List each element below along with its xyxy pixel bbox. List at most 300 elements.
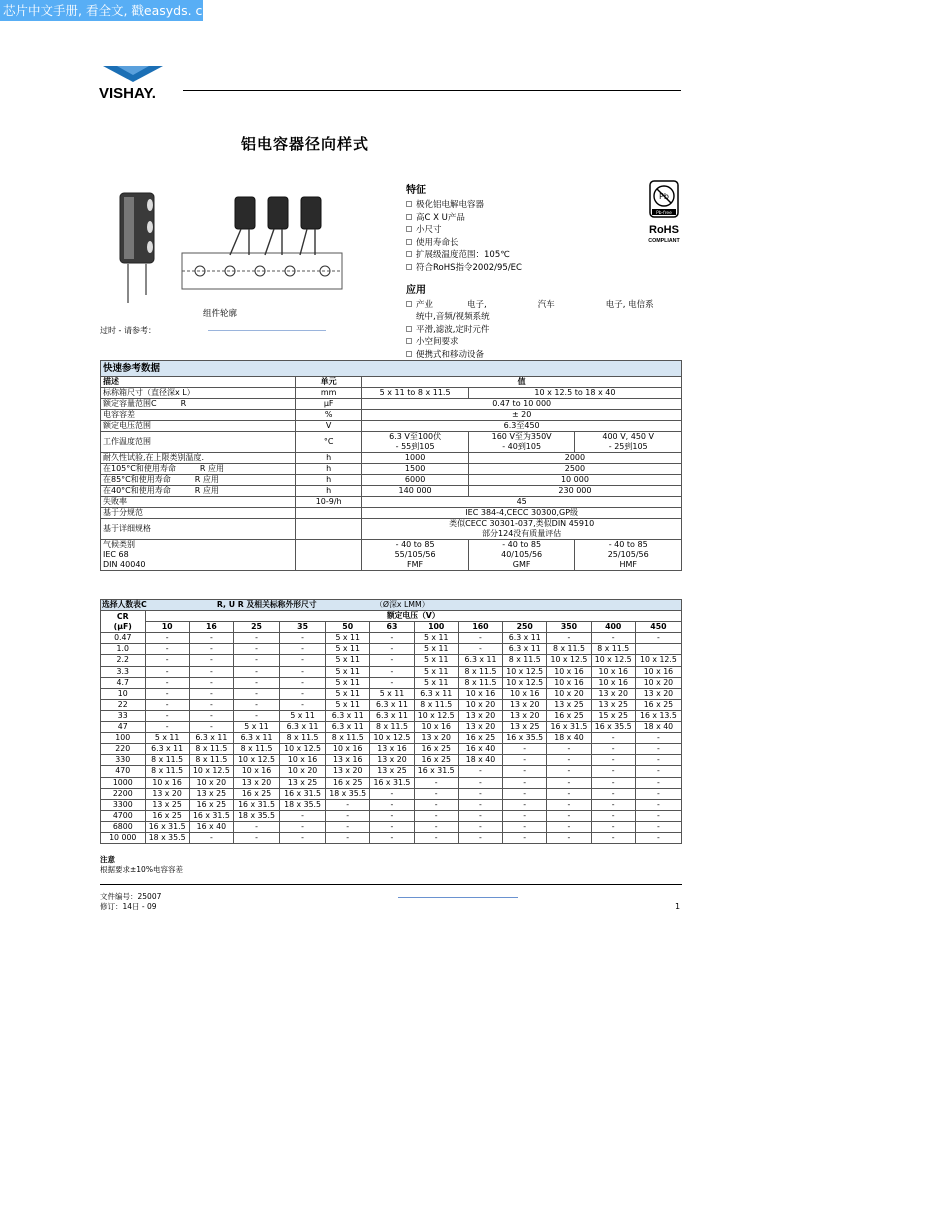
size-cell: - xyxy=(458,821,502,832)
size-cell: - xyxy=(458,777,502,788)
size-cell: - xyxy=(635,777,681,788)
description-cell: 电容容差 xyxy=(101,410,296,421)
size-cell: - xyxy=(458,799,502,810)
size-cell: - xyxy=(547,810,591,821)
list-item: 小尺寸 xyxy=(406,224,646,237)
size-cell: - xyxy=(326,821,370,832)
size-cell: - xyxy=(145,633,189,644)
voltage-column-header: 10 xyxy=(145,622,189,633)
size-cell: - xyxy=(145,644,189,655)
voltage-column-header: 35 xyxy=(280,622,326,633)
size-cell: - xyxy=(414,810,458,821)
size-cell: 18 x 40 xyxy=(635,722,681,733)
size-cell: - xyxy=(635,766,681,777)
list-item: 便携式和移动设备 xyxy=(406,349,656,362)
size-cell: 16 x 31.5 xyxy=(189,810,233,821)
size-cell: 16 x 25 xyxy=(458,733,502,744)
size-cell: - xyxy=(370,677,414,688)
value-cell: 类似CECC 30301-037,类似DIN 45910 部分124没有质量评估 xyxy=(362,519,682,540)
size-cell: - xyxy=(458,810,502,821)
size-cell: - xyxy=(458,766,502,777)
size-cell: - xyxy=(591,777,635,788)
rohs-badge xyxy=(646,180,682,246)
unit-cell: % xyxy=(296,410,362,421)
size-cell: 10 x 12.5 xyxy=(591,655,635,666)
notes-text: 根据要求±10%电容容差 xyxy=(100,865,183,874)
value-cell: 6.3 V至100伏 - 55到105 xyxy=(362,432,469,453)
size-cell: 16 x 40 xyxy=(458,744,502,755)
notes xyxy=(100,855,183,875)
size-cell: - xyxy=(503,788,547,799)
table-row xyxy=(101,821,682,832)
size-cell: - xyxy=(280,832,326,843)
size-cell: - xyxy=(280,633,326,644)
header-rule xyxy=(183,90,681,91)
capacitance-cell: 10 000 xyxy=(101,832,146,843)
size-cell: - xyxy=(458,633,502,644)
voltage-column-header: 16 xyxy=(189,622,233,633)
size-cell: 10 x 16 xyxy=(547,677,591,688)
table-title xyxy=(101,600,682,611)
footer-info xyxy=(100,892,161,912)
value-cell: - 40 to 85 25/105/56 HMF xyxy=(575,540,682,571)
capacitance-cell: 47 xyxy=(101,722,146,733)
size-cell: - xyxy=(370,666,414,677)
size-cell: - xyxy=(591,832,635,843)
size-cell: - xyxy=(591,633,635,644)
capacitance-header: CR (μF) xyxy=(101,611,146,633)
size-cell: 16 x 25 xyxy=(326,777,370,788)
table-row xyxy=(101,486,682,497)
size-cell: 5 x 11 xyxy=(414,666,458,677)
size-cell: 10 x 16 xyxy=(326,744,370,755)
table-row xyxy=(101,677,682,688)
size-cell: - xyxy=(547,766,591,777)
table-row xyxy=(101,766,682,777)
table-row xyxy=(101,475,682,486)
description-cell: 耐久性试验,在上限类别温度. xyxy=(101,453,296,464)
size-cell: 8 x 11.5 xyxy=(234,744,280,755)
selection-table xyxy=(100,599,682,844)
size-cell: 16 x 31.5 xyxy=(280,788,326,799)
size-cell: - xyxy=(458,644,502,655)
reference-link[interactable] xyxy=(208,330,326,331)
table-row xyxy=(101,410,682,421)
value-cell: 230 000 xyxy=(468,486,681,497)
document-number: 文件编号：25007 xyxy=(100,892,162,901)
capacitance-cell: 470 xyxy=(101,766,146,777)
size-cell: 8 x 11.5 xyxy=(547,644,591,655)
size-cell: - xyxy=(189,644,233,655)
size-cell: - xyxy=(326,832,370,843)
size-cell: - xyxy=(145,677,189,688)
size-cell: 6.3 x 11 xyxy=(280,722,326,733)
size-cell: 15 x 25 xyxy=(591,710,635,721)
voltage-header: 额定电压（V） xyxy=(145,611,682,622)
size-cell: 8 x 11.5 xyxy=(458,677,502,688)
capacitance-cell: 22 xyxy=(101,699,146,710)
size-cell: - xyxy=(234,655,280,666)
size-cell: 5 x 11 xyxy=(326,633,370,644)
size-cell: - xyxy=(234,832,280,843)
notes-heading: 注意 xyxy=(100,855,115,864)
size-cell: 13 x 20 xyxy=(458,722,502,733)
size-cell: 8 x 11.5 xyxy=(326,733,370,744)
size-cell: - xyxy=(635,810,681,821)
voltage-column-header: 100 xyxy=(414,622,458,633)
description-cell: 基于详细规格 xyxy=(101,519,296,540)
description-cell: 标称箱尺寸（直径深x L） xyxy=(101,388,296,399)
size-cell: - xyxy=(635,799,681,810)
capacitance-cell: 6800 xyxy=(101,821,146,832)
size-cell: 6.3 x 11 xyxy=(503,644,547,655)
table-row xyxy=(101,497,682,508)
quick-reference-table xyxy=(100,360,682,571)
value-cell: 160 V至为350V - 40到105 xyxy=(468,432,575,453)
image-caption: 组件轮廓 xyxy=(203,309,238,319)
reference-label: 过时 - 请参考： xyxy=(100,326,156,335)
size-cell: 5 x 11 xyxy=(280,710,326,721)
size-cell: 16 x 25 xyxy=(414,744,458,755)
size-cell: - xyxy=(280,655,326,666)
unit-cell xyxy=(296,519,362,540)
size-cell: 10 x 12.5 xyxy=(370,733,414,744)
value-cell: 1500 xyxy=(362,464,469,475)
description-cell: 在85°C和使用寿命 R 应用 xyxy=(101,475,296,486)
size-cell: - xyxy=(503,821,547,832)
size-cell: - xyxy=(145,655,189,666)
value-cell: 45 xyxy=(362,497,682,508)
size-cell: 16 x 25 xyxy=(189,799,233,810)
size-cell: 8 x 11.5 xyxy=(280,733,326,744)
list-item: 产业 电子, 汽车 电子, 电信系统中,音频/视频系统 xyxy=(406,299,656,324)
size-cell: - xyxy=(370,821,414,832)
applications-heading: 应用 xyxy=(406,284,426,296)
size-cell: - xyxy=(547,788,591,799)
size-cell: - xyxy=(370,788,414,799)
description-cell: 气候类别 IEC 68 DIN 40040 xyxy=(101,540,296,571)
applications-list xyxy=(406,299,656,362)
value-cell: 6000 xyxy=(362,475,469,486)
size-cell: 5 x 11 xyxy=(326,666,370,677)
size-cell: 10 x 16 xyxy=(591,677,635,688)
value-cell: 140 000 xyxy=(362,486,469,497)
list-item: 扩展级温度范围：105℃ xyxy=(406,249,646,262)
capacitor-image xyxy=(110,185,350,310)
size-cell: - xyxy=(145,710,189,721)
table-row xyxy=(101,655,682,666)
features-list xyxy=(406,199,646,275)
size-cell: 13 x 25 xyxy=(591,699,635,710)
description-cell: 失败率 xyxy=(101,497,296,508)
size-cell: - xyxy=(547,832,591,843)
table-row xyxy=(101,799,682,810)
size-cell: 6.3 x 11 xyxy=(414,688,458,699)
voltage-column-header: 50 xyxy=(326,622,370,633)
value-cell: 10 000 xyxy=(468,475,681,486)
size-cell: - xyxy=(189,688,233,699)
size-cell: - xyxy=(547,799,591,810)
size-cell: - xyxy=(503,799,547,810)
size-cell: - xyxy=(591,733,635,744)
size-cell: 10 x 12.5 xyxy=(189,766,233,777)
value-cell: ± 20 xyxy=(362,410,682,421)
size-cell: 8 x 11.5 xyxy=(503,655,547,666)
size-cell: 6.3 x 11 xyxy=(234,733,280,744)
page-number: 1 xyxy=(675,902,681,911)
size-cell: 5 x 11 xyxy=(414,644,458,655)
value-cell: 10 x 12.5 to 18 x 40 xyxy=(468,388,681,399)
size-cell: - xyxy=(189,677,233,688)
size-cell: 5 x 11 xyxy=(414,677,458,688)
size-cell: - xyxy=(280,810,326,821)
size-cell: 13 x 20 xyxy=(145,788,189,799)
size-cell: 10 x 12.5 xyxy=(547,655,591,666)
size-cell: 16 x 25 xyxy=(635,699,681,710)
unit-cell: mm xyxy=(296,388,362,399)
size-cell: - xyxy=(189,666,233,677)
size-cell: - xyxy=(234,699,280,710)
value-cell: 2000 xyxy=(468,453,681,464)
size-cell: 6.3 x 11 xyxy=(189,733,233,744)
table-row xyxy=(101,421,682,432)
size-cell: 16 x 40 xyxy=(189,821,233,832)
svg-text:Pb-free: Pb-free xyxy=(656,211,672,216)
size-cell: - xyxy=(280,699,326,710)
size-cell: - xyxy=(635,821,681,832)
size-cell: 13 x 25 xyxy=(145,799,189,810)
size-cell: 8 x 11.5 xyxy=(189,744,233,755)
size-cell: - xyxy=(635,744,681,755)
size-cell: 18 x 35.5 xyxy=(145,832,189,843)
size-cell: - xyxy=(635,633,681,644)
capacitance-cell: 4.7 xyxy=(101,677,146,688)
size-cell: 16 x 13.5 xyxy=(635,710,681,721)
size-cell: - xyxy=(234,644,280,655)
site-banner[interactable]: 芯片中文手册, 看全文, 戳easyds. cn xyxy=(0,0,203,21)
size-cell: - xyxy=(234,821,280,832)
value-cell: 2500 xyxy=(468,464,681,475)
size-cell: 10 x 20 xyxy=(458,699,502,710)
size-cell: 16 x 31.5 xyxy=(145,821,189,832)
size-cell: - xyxy=(591,821,635,832)
size-cell: 13 x 20 xyxy=(635,688,681,699)
size-cell: 10 x 12.5 xyxy=(414,710,458,721)
size-cell: 5 x 11 xyxy=(370,688,414,699)
table-row xyxy=(101,432,682,453)
table-row xyxy=(101,810,682,821)
capacitance-cell: 4700 xyxy=(101,810,146,821)
size-cell: 8 x 11.5 xyxy=(145,755,189,766)
capacitance-cell: 100 xyxy=(101,733,146,744)
size-cell: 10 x 20 xyxy=(547,688,591,699)
capacitance-cell: 1.0 xyxy=(101,644,146,655)
description-cell: 在105°C和使用寿命 R 应用 xyxy=(101,464,296,475)
list-item: 小空间要求 xyxy=(406,336,656,349)
size-cell: 13 x 20 xyxy=(234,777,280,788)
description-cell: 额定容量范围C R xyxy=(101,399,296,410)
table-row xyxy=(101,744,682,755)
size-cell: 13 x 20 xyxy=(458,710,502,721)
size-cell: 5 x 11 xyxy=(326,644,370,655)
column-header: 描述 xyxy=(101,377,296,388)
capacitance-cell: 330 xyxy=(101,755,146,766)
list-item: 极化铝电解电容器 xyxy=(406,199,646,212)
capacitance-cell: 0.47 xyxy=(101,633,146,644)
capacitance-cell: 10 xyxy=(101,688,146,699)
size-cell: 10 x 20 xyxy=(189,777,233,788)
size-cell: - xyxy=(635,733,681,744)
size-cell: - xyxy=(547,755,591,766)
table-row xyxy=(101,633,682,644)
table-row xyxy=(101,666,682,677)
table-row xyxy=(101,688,682,699)
size-cell: 10 x 16 xyxy=(414,722,458,733)
size-cell: - xyxy=(370,655,414,666)
unit-cell: h xyxy=(296,475,362,486)
size-cell: 5 x 11 xyxy=(414,633,458,644)
table-row xyxy=(101,710,682,721)
size-cell: 18 x 40 xyxy=(547,733,591,744)
size-cell: 10 x 16 xyxy=(547,666,591,677)
size-cell: 16 x 35.5 xyxy=(591,722,635,733)
table-row xyxy=(101,453,682,464)
size-cell: 6.3 x 11 xyxy=(145,744,189,755)
size-cell: 10 x 16 xyxy=(503,688,547,699)
size-cell: 13 x 20 xyxy=(370,755,414,766)
vishay-logo xyxy=(99,64,167,100)
unit-cell: h xyxy=(296,464,362,475)
svg-text:Pb: Pb xyxy=(659,192,669,201)
size-cell: 13 x 16 xyxy=(370,744,414,755)
voltage-column-header: 25 xyxy=(234,622,280,633)
size-cell: - xyxy=(326,799,370,810)
table-row xyxy=(101,755,682,766)
size-cell: - xyxy=(635,788,681,799)
size-cell: 10 x 20 xyxy=(635,677,681,688)
size-cell: - xyxy=(414,799,458,810)
svg-text:COMPLIANT: COMPLIANT xyxy=(648,238,680,244)
size-cell: 10 x 12.5 xyxy=(280,744,326,755)
size-cell: 10 x 12.5 xyxy=(234,755,280,766)
voltage-column-header: 450 xyxy=(635,622,681,633)
size-cell: 13 x 25 xyxy=(189,788,233,799)
size-cell: - xyxy=(635,755,681,766)
size-cell: - xyxy=(503,810,547,821)
size-cell: - xyxy=(189,710,233,721)
revision: 修订：14日 - 09 xyxy=(100,902,157,911)
size-cell: - xyxy=(280,821,326,832)
size-cell: - xyxy=(234,677,280,688)
size-cell: 6.3 x 11 xyxy=(503,633,547,644)
size-cell: 16 x 25 xyxy=(414,755,458,766)
value-cell: IEC 384-4,CECC 30300,GP级 xyxy=(362,508,682,519)
size-cell: 18 x 35.5 xyxy=(234,810,280,821)
size-cell: - xyxy=(547,821,591,832)
size-cell: 5 x 11 xyxy=(326,655,370,666)
table-row xyxy=(101,699,682,710)
value-cell: 6.3至450 xyxy=(362,421,682,432)
size-cell: 8 x 11.5 xyxy=(591,644,635,655)
size-cell: 6.3 x 11 xyxy=(458,655,502,666)
size-cell: 10 x 16 xyxy=(145,777,189,788)
voltage-column-header: 160 xyxy=(458,622,502,633)
size-cell: 10 x 12.5 xyxy=(503,677,547,688)
unit-cell: h xyxy=(296,486,362,497)
size-cell: 13 x 20 xyxy=(591,688,635,699)
size-cell: 10 x 16 xyxy=(234,766,280,777)
size-cell: 13 x 20 xyxy=(414,733,458,744)
size-cell: - xyxy=(370,633,414,644)
size-cell: 16 x 31.5 xyxy=(547,722,591,733)
size-cell: 16 x 35.5 xyxy=(503,733,547,744)
size-cell: - xyxy=(145,699,189,710)
size-cell: - xyxy=(189,832,233,843)
size-cell: 13 x 25 xyxy=(280,777,326,788)
table-row xyxy=(101,832,682,843)
size-cell: 13 x 25 xyxy=(503,722,547,733)
features-heading: 特征 xyxy=(406,185,426,196)
size-cell: - xyxy=(458,788,502,799)
svg-text:RoHS: RoHS xyxy=(649,224,679,236)
title-part: R, U R 及相关标称外形尺寸 xyxy=(146,600,317,609)
table-row xyxy=(101,540,682,571)
size-cell: - xyxy=(547,633,591,644)
unit-cell xyxy=(296,508,362,519)
size-cell: 13 x 20 xyxy=(503,710,547,721)
size-cell: - xyxy=(547,744,591,755)
size-cell: - xyxy=(280,644,326,655)
description-cell: 工作温度范围 xyxy=(101,432,296,453)
logo-text: VISHAY. xyxy=(99,85,156,100)
size-cell: - xyxy=(547,777,591,788)
table-row xyxy=(101,399,682,410)
size-cell: 8 x 11.5 xyxy=(189,755,233,766)
size-cell: 5 x 11 xyxy=(326,688,370,699)
table-row xyxy=(101,464,682,475)
size-cell: 5 x 11 xyxy=(414,655,458,666)
size-cell: 18 x 35.5 xyxy=(326,788,370,799)
size-cell: - xyxy=(234,688,280,699)
size-cell: 6.3 x 11 xyxy=(326,710,370,721)
size-cell: - xyxy=(503,766,547,777)
voltage-column-header: 350 xyxy=(547,622,591,633)
capacitance-cell: 3300 xyxy=(101,799,146,810)
table-row xyxy=(101,519,682,540)
value-cell: 400 V, 450 V - 25到105 xyxy=(575,432,682,453)
capacitance-cell: 33 xyxy=(101,710,146,721)
size-cell: 6.3 x 11 xyxy=(326,722,370,733)
table-row xyxy=(101,788,682,799)
size-cell: - xyxy=(370,644,414,655)
size-cell: - xyxy=(189,722,233,733)
size-cell: - xyxy=(145,688,189,699)
size-cell: - xyxy=(503,744,547,755)
size-cell: 10 x 12.5 xyxy=(635,655,681,666)
size-cell: - xyxy=(591,755,635,766)
size-cell: - xyxy=(280,688,326,699)
table-row xyxy=(101,388,682,399)
title-part: 选择人数表C xyxy=(102,600,147,609)
capacitance-cell: 3.3 xyxy=(101,666,146,677)
table-row xyxy=(101,644,682,655)
value-cell: - 40 to 85 40/105/56 GMF xyxy=(468,540,575,571)
size-cell: - xyxy=(145,666,189,677)
size-cell: - xyxy=(189,633,233,644)
unit-cell: μF xyxy=(296,399,362,410)
footer-link[interactable] xyxy=(398,897,518,898)
description-cell: 额定电压范围 xyxy=(101,421,296,432)
